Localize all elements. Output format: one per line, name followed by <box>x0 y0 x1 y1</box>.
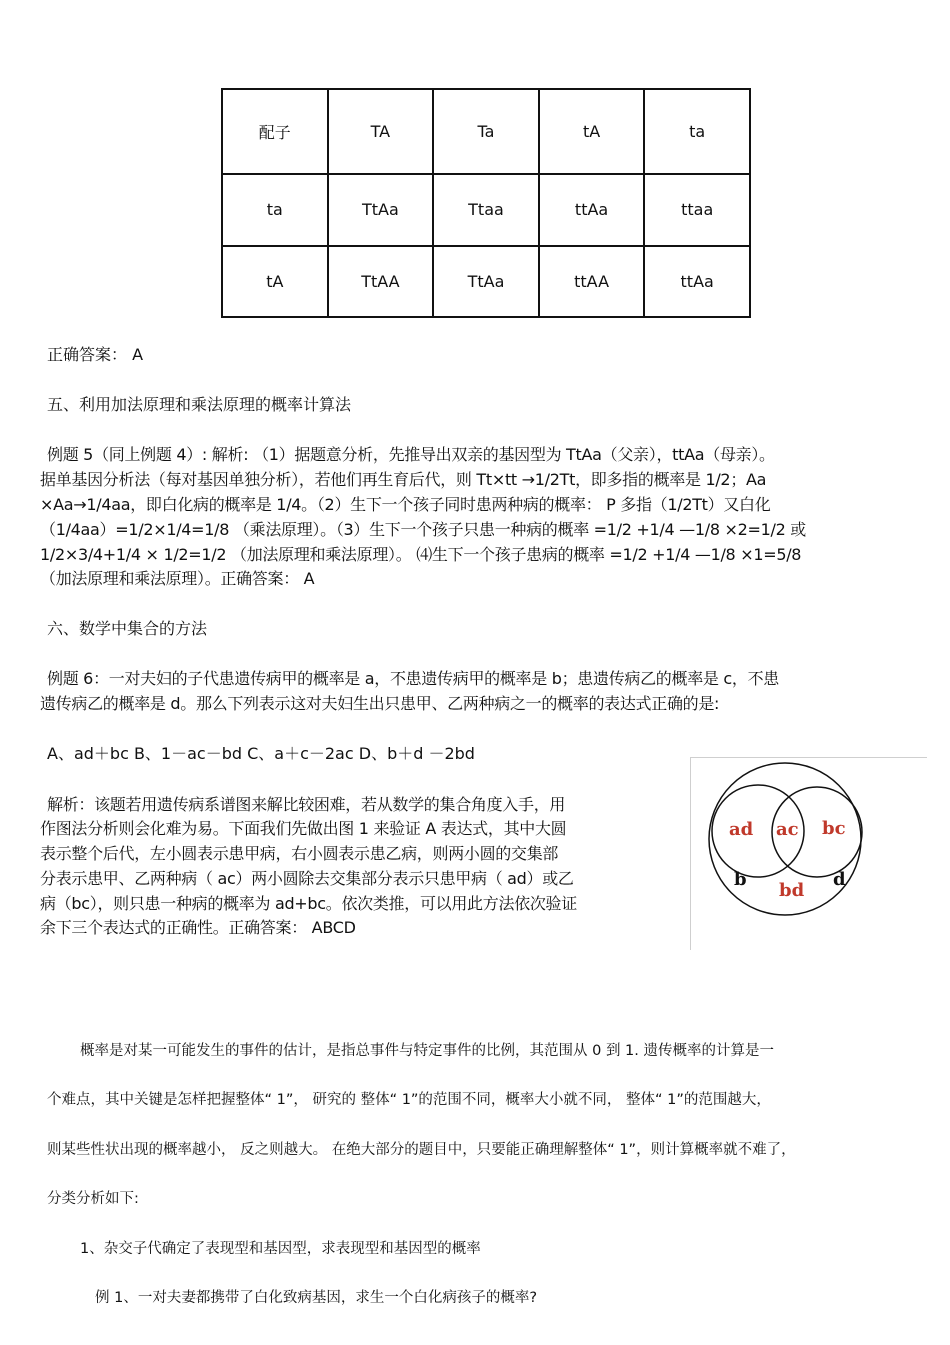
section-6-heading: 六、数学中集合的方法 <box>47 619 208 638</box>
table-cell: 配子 <box>222 89 328 174</box>
item-1-heading: 1、杂交子代确定了表现型和基因型，求表现型和基因型的概率 <box>80 1241 481 1257</box>
section-5-heading: 五、利用加法原理和乘法原理的概率计算法 <box>47 395 352 414</box>
intro-line: 个难点，其中关键是怎样把握整体“ 1”， 研究的 整体“ 1”的范围不同，概率大小就不同， 整体“ 1”的范围越大， <box>47 1092 771 1108</box>
intro-line: 则某些性状出现的概率越小， 反之则越大。 在绝大部分的题目中，只要能正确理解整体“ 1”，则计算概率就不难了， <box>47 1142 796 1158</box>
analysis-line: 病（bc），则只患一种病的概率为 ad+bc。依次类推，可以用此方法依次验证 <box>40 894 577 913</box>
venn-label-bc: bc <box>822 818 846 839</box>
section-6-question-line: 遗传病乙的概率是 d。那么下列表示这对夫妇生出只患甲、乙两种病之一的概率的表达式正确的是: <box>40 694 720 713</box>
section-5-line: （1/4aa）=1/2×1/4=1/8 （乘法原理）。（3）生下一个孩子只患一种病的概率 =1/2 +1/4 —1/8 ×2=1/2 或 <box>40 520 806 539</box>
analysis-line: 解析：该题若用遗传病系谱图来解比较困难，若从数学的集合角度入手，用 <box>47 795 566 814</box>
table-row <box>222 174 750 245</box>
table-cell: ta <box>644 89 750 174</box>
intro-line: 概率是对某一可能发生的事件的估计，是指总事件与特定事件的比例，其范围从 0 到 1. 遗传概率的计算是一 <box>80 1043 774 1059</box>
table-cell: Ttaa <box>433 174 539 245</box>
table-cell: Ta <box>433 89 539 174</box>
table-cell: ttAa <box>539 174 645 245</box>
venn-label-d: d <box>833 869 846 890</box>
section-5-line: 据单基因分析法（每对基因单独分析），若他们再生育后代，则 Tt×tt →1/2Tt，即多指的概率是 1/2；Aa <box>40 470 767 489</box>
section-6-options: A、ad＋bc B、1－ac－bd C、a＋c－2ac D、b＋d －2bd <box>47 744 475 763</box>
table-cell: ttaa <box>644 174 750 245</box>
venn-diagram <box>691 758 927 950</box>
section-5-line: 例题 5（同上例题 4）: 解析: （1）据题意分析，先推导出双亲的基因型为 TtAa（父亲），ttAa（母亲）。 <box>47 445 775 464</box>
analysis-line: 余下三个表达式的正确性。正确答案： ABCD <box>40 918 356 937</box>
section-5-line: （加法原理和乘法原理）。正确答案： A <box>40 569 315 588</box>
table-cell: TtAa <box>328 174 434 245</box>
intro-line: 分类分析如下: <box>47 1191 139 1207</box>
example-1-text: 例 1、一对夫妻都携带了白化致病基因，求生一个白化病孩子的概率? <box>95 1290 538 1306</box>
table-cell: TA <box>328 89 434 174</box>
table-row <box>222 246 750 317</box>
table-cell: ttAA <box>539 246 645 317</box>
analysis-line: 分表示患甲、乙两种病（ ac）两小圆除去交集部分表示只患甲病（ ad）或乙 <box>40 869 574 888</box>
venn-label-bd: bd <box>779 880 805 901</box>
section-5-line: 1/2×3/4+1/4 × 1/2=1/2 （加法原理和乘法原理）。 ⑷生下一个孩子患病的概率 =1/2 +1/4 —1/8 ×1=5/8 <box>40 545 802 564</box>
analysis-line: 作图法分析则会化难为易。下面我们先做出图 1 来验证 A 表达式，其中大圆 <box>40 819 567 838</box>
analysis-line: 表示整个后代，左小圆表示患甲病，右小圆表示患乙病，则两小圆的交集部 <box>40 844 559 863</box>
section-6-question-line: 例题 6：一对夫妇的子代患遗传病甲的概率是 a，不患遗传病甲的概率是 b；患遗传病乙的概率是 c，不患 <box>47 669 779 688</box>
table-cell: tA <box>539 89 645 174</box>
table-cell: TtAa <box>433 246 539 317</box>
venn-diagram-figure <box>690 757 927 950</box>
answer-text: 正确答案： A <box>47 345 144 364</box>
gamete-table <box>221 88 751 318</box>
table-cell: tA <box>222 246 328 317</box>
section-5-line: ×Aa→1/4aa，即白化病的概率是 1/4。（2）生下一个孩子同时患两种病的概率： P 多指（1/2Tt）又白化 <box>40 495 771 514</box>
table-header-row <box>222 89 750 174</box>
venn-label-ad: ad <box>729 819 754 840</box>
table-cell: ttAa <box>644 246 750 317</box>
venn-label-b: b <box>734 869 747 890</box>
table-cell: TtAA <box>328 246 434 317</box>
venn-label-ac: ac <box>776 819 799 840</box>
table-cell: ta <box>222 174 328 245</box>
